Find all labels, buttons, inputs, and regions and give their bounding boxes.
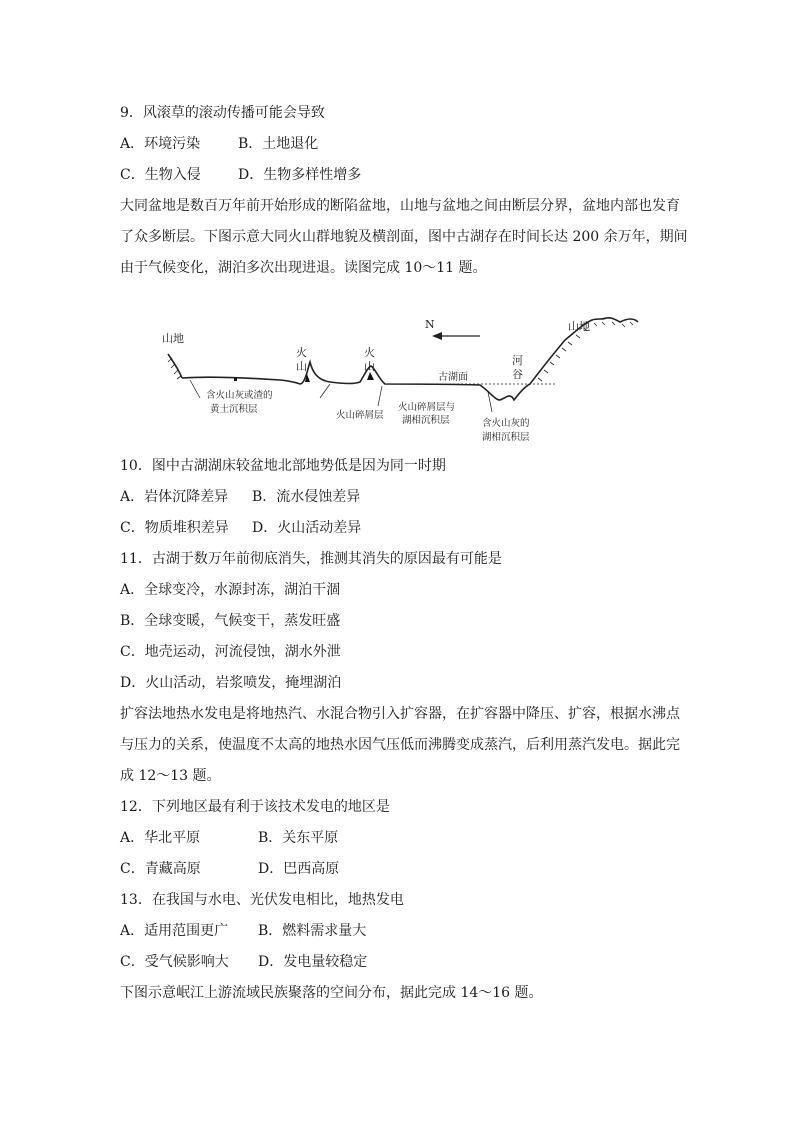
river-valley-label-top: 河 (512, 354, 523, 367)
q9-option-c: C．生物入侵 (120, 167, 201, 183)
q13-option-a: A．适用范围更广 (120, 923, 229, 939)
q10-option-b: B．流水侵蚀差异 (252, 489, 361, 505)
q9-option-a: A．环境污染 (120, 136, 201, 152)
layer4-label-top: 含火山灰的 (482, 418, 530, 429)
mountain-right-label: 山地 (568, 320, 590, 333)
leader-line-1 (190, 380, 200, 398)
q13-options-row1 (120, 921, 680, 941)
volcano2-label-bottom: 山 (364, 360, 375, 373)
q9-stem: 9．风滚草的滚动传播可能会导致 (120, 105, 325, 121)
passage1-line1: 大同盆地是数百万年前开始形成的断陷盆地，山地与盆地之间由断层分界，盆地内部也发育 (120, 198, 680, 214)
mountain-left-label: 山地 (162, 332, 184, 345)
leader-line-2 (320, 384, 330, 398)
north-label: N (425, 318, 435, 331)
volcano-cross-section-figure (150, 312, 650, 452)
q11-option-c: C．地壳运动，河流侵蚀，湖水外泄 (120, 644, 341, 660)
q12-option-a: A．华北平原 (120, 830, 201, 846)
ash-marker (234, 378, 237, 381)
q10-options-row2 (120, 518, 680, 538)
river-valley-label-bottom: 谷 (512, 368, 523, 381)
q11-option-d: D．火山活动，岩浆喷发，掩埋湖泊 (120, 675, 342, 691)
lake-surface-label: 古湖面 (438, 372, 468, 383)
q12-stem: 12．下列地区最有利于该技术发电的地区是 (120, 799, 390, 815)
volcano1-label-top: 火 (296, 346, 307, 359)
layer2-label: 火山碎屑层 (336, 410, 384, 421)
q9-option-d: D．生物多样性增多 (238, 167, 362, 183)
q13-stem: 13．在我国与水电、光伏发电相比，地热发电 (120, 892, 404, 908)
q11-stem: 11．古湖于数万年前彻底消失，推测其消失的原因最有可能是 (120, 551, 502, 567)
q12-options-row1 (120, 828, 680, 848)
q10-options-row1 (120, 487, 680, 507)
left-mountain-slope (168, 354, 182, 378)
q10-option-d: D．火山活动差异 (252, 520, 362, 536)
q12-option-d: D．巴西高原 (258, 861, 340, 877)
layer1-label-bottom: 黄土沉积层 (210, 404, 258, 415)
q9-options-row1 (120, 134, 680, 154)
q12-option-c: C．青藏高原 (120, 861, 201, 877)
leader-line-3 (378, 386, 382, 406)
layer4-label-bottom: 湖相沉积层 (482, 432, 530, 443)
layer1-label-top: 含火山灰或渣的 (206, 390, 273, 401)
q13-option-d: D．发电量较稳定 (258, 954, 368, 970)
passage2-line1: 扩容法地热水发电是将地热汽、水混合物引入扩容器，在扩容器中降压、扩容，根据水沸点 (120, 706, 680, 722)
passage3-line1: 下图示意岷江上游流域民族聚落的空间分布，据此完成 14～16 题。 (120, 985, 543, 1001)
q10-option-c: C．物质堆积差异 (120, 520, 229, 536)
q13-option-c: C．受气候影响大 (120, 954, 229, 970)
north-arrow-head (432, 332, 442, 340)
passage1-line2: 了众多断层。下图示意大同火山群地貌及横剖面，图中古湖存在时间长达 200 余万年，期间 (120, 229, 688, 245)
left-mountain-hatch (168, 358, 181, 379)
passage1-line3: 由于气候变化，湖泊多次出现进退。读图完成 10～11 题。 (120, 260, 487, 276)
volcano1-label-bottom: 山 (296, 360, 307, 373)
q13-options-row2 (120, 952, 680, 972)
layer3-label-top: 火山碎屑层与 (398, 402, 456, 413)
q10-stem: 10．图中古湖湖床较盆地北部地势低是因为同一时期 (120, 458, 446, 474)
volcano2-label-top: 火 (364, 346, 375, 359)
volcano2-vent (367, 372, 374, 380)
q13-option-b: B．燃料需求量大 (258, 923, 367, 939)
q10-option-a: A．岩体沉降差异 (120, 489, 229, 505)
q12-option-b: B．关东平原 (258, 830, 339, 846)
q12-options-row2 (120, 859, 680, 879)
q9-option-b: B．土地退化 (238, 136, 319, 152)
passage2-line2: 与压力的关系，使温度不太高的地热水因气压低而沸腾变成蒸汽，后利用蒸汽发电。据此完 (120, 737, 680, 753)
q11-option-b: B．全球变暖，气候变干，蒸发旺盛 (120, 613, 341, 629)
layer3-label-bottom: 湖相沉积层 (402, 415, 450, 426)
q11-option-a: A．全球变冷，水源封冻，湖泊干涸 (120, 582, 341, 598)
q9-options-row2 (120, 165, 680, 185)
passage2-line3: 成 12～13 题。 (120, 768, 221, 784)
